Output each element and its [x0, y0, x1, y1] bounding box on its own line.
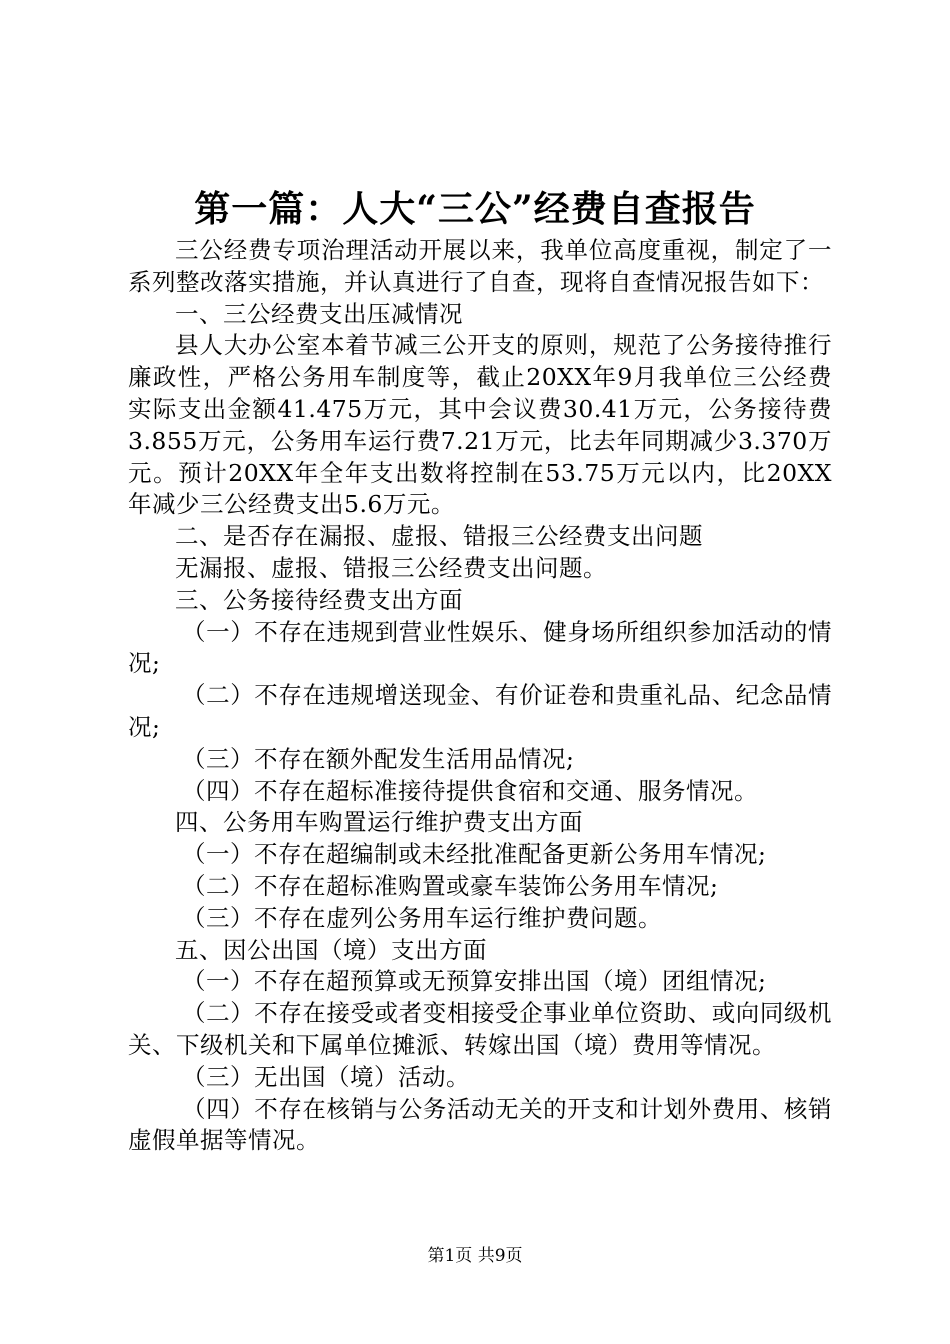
section-heading-5: 五、因公出国（境）支出方面	[175, 935, 487, 964]
list-item-4-1: （一）不存在超编制或未经批准配备更新公务用车情况;	[182, 840, 767, 869]
paragraph-section-2: 无漏报、虚报、错报三公经费支出问题。	[175, 553, 607, 582]
list-item-3-4: （四）不存在超标准接待提供食宿和交通、服务情况。	[182, 776, 759, 805]
list-item-3-3: （三）不存在额外配发生活用品情况;	[182, 744, 575, 773]
list-item-4-3: （三）不存在虚列公务用车运行维护费问题。	[182, 903, 663, 932]
list-item-5-4: （四）不存在核销与公务活动无关的开支和计划外费用、核销虚假单据等情况。	[128, 1094, 832, 1155]
list-item-3-2: （二）不存在违规增送现金、有价证卷和贵重礼品、纪念品情况;	[128, 681, 832, 741]
paragraph-intro: 三公经费专项治理活动开展以来，我单位高度重视，制定了一系列整改落实措施，并认真进行了自查，现将自查情况报告如下：	[128, 236, 832, 296]
paragraph-section-1: 县人大办公室本着节减三公开支的原则，规范了公务接待推行廉政性，严格公务用车制度等，截止20XX年9月我单位三公经费实际支出金额41.475万元，其中会议费30.41万元，公务接待费3.855万元，公务用车运行费7.21万元，比去年同期减少3.370万元。预计20XX年全年支出数将控制在53.75万元以内，比20XX年减少三公经费支出5.6万元。	[128, 331, 832, 519]
document-title: 第一篇：人大“三公”经费自查报告	[194, 188, 756, 230]
section-heading-4: 四、公务用车购置运行维护费支出方面	[175, 808, 583, 837]
list-item-5-3: （三）无出国（境）活动。	[182, 1062, 471, 1091]
section-heading-3: 三、公务接待经费支出方面	[175, 585, 463, 614]
page-footer: 第1页 共9页	[427, 1246, 523, 1266]
list-item-5-1: （一）不存在超预算或无预算安排出国（境）团组情况;	[182, 967, 767, 996]
list-item-4-2: （二）不存在超标准购置或豪车装饰公务用车情况;	[182, 871, 719, 900]
document-body	[128, 235, 832, 1157]
list-item-5-2: （二）不存在接受或者变相接受企事业单位资助、或向同级机关、下级机关和下属单位摊派、转嫁出国（境）费用等情况。	[128, 999, 832, 1059]
section-heading-1: 一、三公经费支出压减情况	[175, 299, 463, 328]
list-item-3-1: （一）不存在违规到营业性娱乐、健身场所组织参加活动的情况;	[128, 617, 832, 678]
section-heading-2: 二、是否存在漏报、虚报、错报三公经费支出问题	[175, 522, 703, 551]
